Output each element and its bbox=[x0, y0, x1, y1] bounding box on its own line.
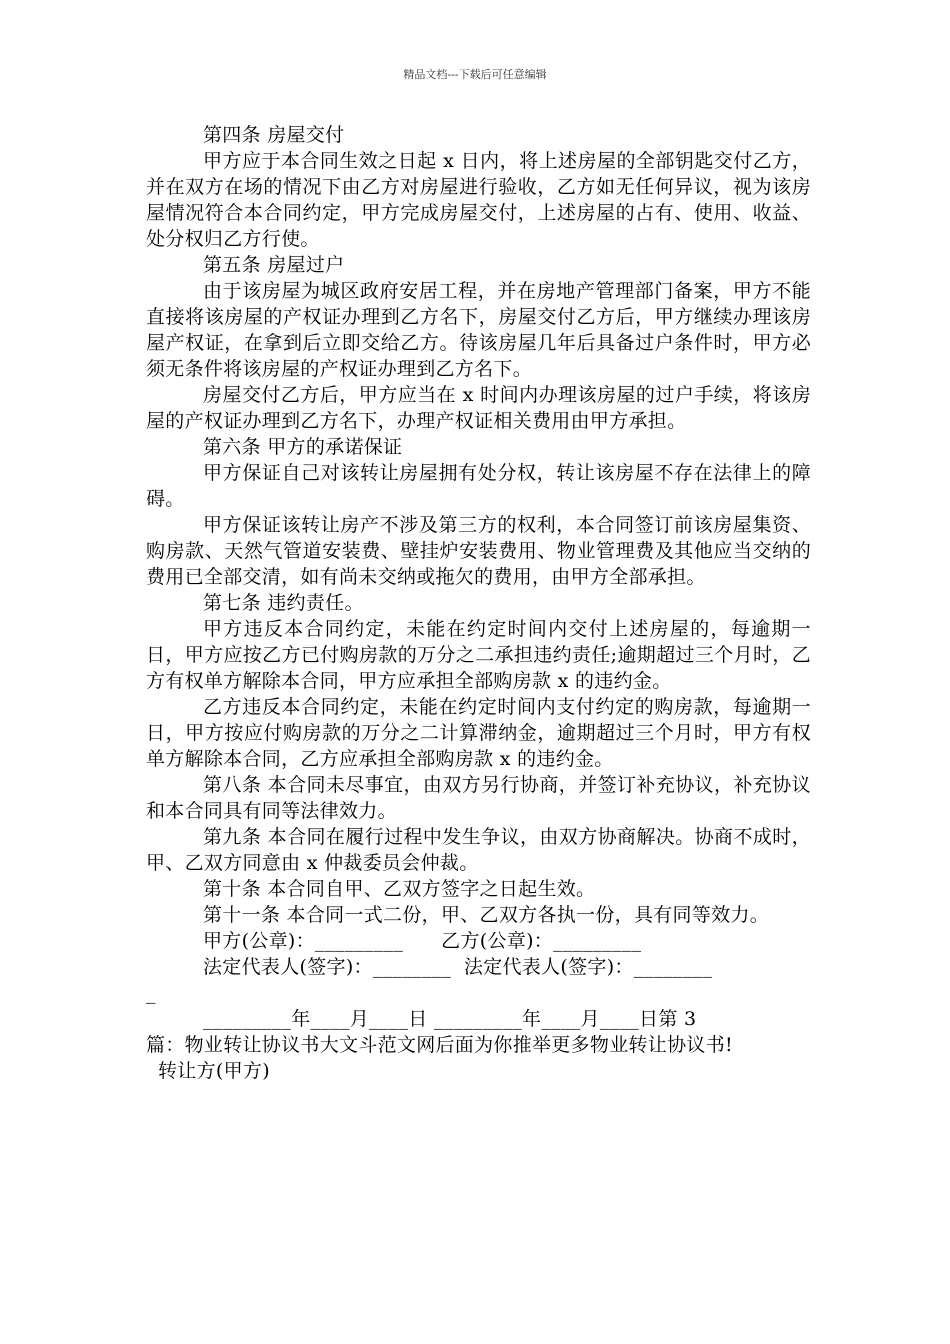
article-7-text-2: 乙方违反本合同约定，未能在约定时间内支付约定的购房款，每逾期一日，甲方按应付购房款的万分之二计算滞纳金，逾期超过三个月时，甲方有权单方解除本合同，乙方应承担全部购房款 x 的违约金。 bbox=[146, 696, 811, 770]
article-9-text: 第九条 本合同在履行过程中发生争议，由双方协商解决。协商不成时，甲、乙双方同意由 x 仲裁委员会仲裁。 bbox=[146, 826, 811, 874]
page-header: 精品文档---下载后可任意编辑 bbox=[403, 68, 547, 81]
representative-line: 法定代表人(签字)：________ 法定代表人(签字)：________ bbox=[203, 956, 713, 978]
article-5-text: 由于该房屋为城区政府安居工程，并在房地产管理部门备案，甲方不能直接将该房屋的产权证办理到乙方名下，房屋交付乙方后，甲方继续办理该房屋产权证，在拿到后立即交给乙方。待该房屋几年后具备过户条件时，甲方必须无条件将该房屋的产权证办理到乙方名下。 bbox=[146, 280, 811, 380]
article-6-text: 甲方保证自己对该转让房屋拥有处分权，转让该房屋不存在法律上的障碍。 bbox=[146, 462, 811, 510]
date-line: _________年____月____日 _________年____月____日第 3 bbox=[203, 1008, 697, 1030]
article-10-text: 第十条 本合同自甲、乙双方签字之日起生效。 bbox=[203, 878, 596, 900]
article-6-text-2: 甲方保证该转让房产不涉及第三方的权利，本合同签订前该房屋集资、购房款、天然气管道安装费、壁挂炉安装费用、物业管理费及其他应当交纳的费用已全部交清，如有尚未交纳或拖欠的费用，由甲方全部承担。 bbox=[146, 514, 811, 588]
article-5-heading: 第五条 房屋过户 bbox=[203, 254, 345, 276]
representative-line-tail: _ bbox=[146, 982, 156, 1004]
article-11-text: 第十一条 本合同一式二份，甲、乙双方各执一份，具有同等效力。 bbox=[203, 904, 770, 926]
closing-note: 篇：物业转让协议书大文斗范文网后面为你推举更多物业转让协议书! bbox=[146, 1034, 733, 1056]
contract-body bbox=[146, 122, 811, 1084]
article-8-text: 第八条 本合同未尽事宜，由双方另行协商，并签订补充协议，补充协议和本合同具有同等法律效力。 bbox=[146, 774, 811, 822]
article-7-text: 甲方违反本合同约定，未能在约定时间内交付上述房屋的，每逾期一日，甲方应按乙方已付购房款的万分之二承担违约责任;逾期超过三个月时，乙方有权单方解除本合同，甲方应承担全部购房款 x 的违约金。 bbox=[146, 618, 811, 692]
article-7-heading: 第七条 违约责任。 bbox=[203, 592, 364, 614]
article-4-heading: 第四条 房屋交付 bbox=[203, 124, 345, 146]
seal-line: 甲方(公章)：_________ 乙方(公章)：_________ bbox=[203, 930, 642, 952]
transferor-label: 转让方(甲方) bbox=[158, 1060, 270, 1082]
article-6-heading: 第六条 甲方的承诺保证 bbox=[203, 436, 403, 458]
article-4-text: 甲方应于本合同生效之日起 x 日内，将上述房屋的全部钥匙交付乙方，并在双方在场的情况下由乙方对房屋进行验收，乙方如无任何异议，视为该房屋情况符合本合同约定，甲方完成房屋交付，上述房屋的占有、使用、收益、处分权归乙方行使。 bbox=[146, 150, 811, 250]
article-5-text-2: 房屋交付乙方后，甲方应当在 x 时间内办理该房屋的过户手续，将该房屋的产权证办理到乙方名下，办理产权证相关费用由甲方承担。 bbox=[146, 384, 811, 432]
